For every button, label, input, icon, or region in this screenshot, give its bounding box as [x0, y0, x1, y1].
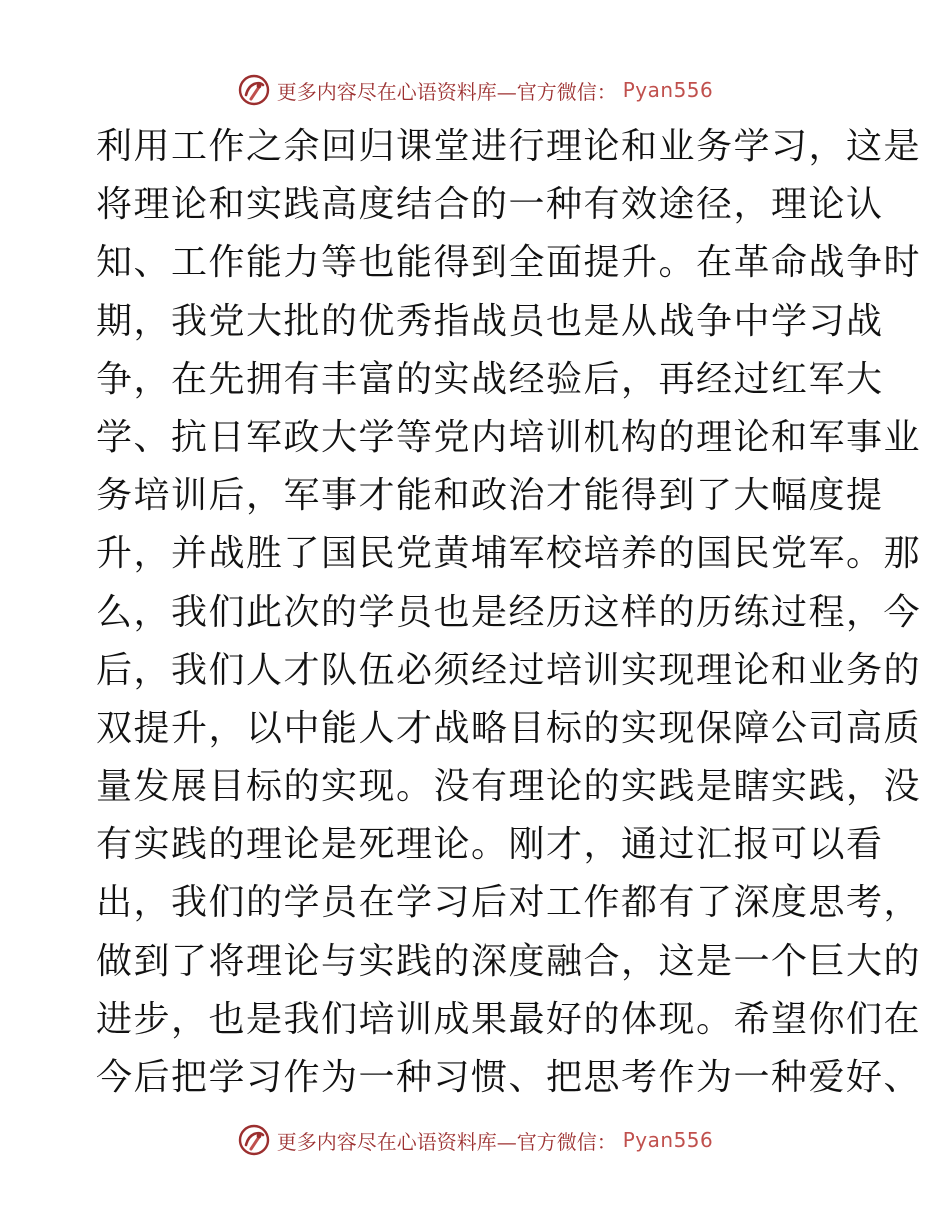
text-line: 进步，也是我们培训成果最好的体现。希望你们在	[96, 998, 922, 1040]
header-wechat-id: Pyan556	[622, 78, 714, 102]
text-line: 期，我党大批的优秀指战员也是从战争中学习战	[96, 300, 884, 342]
text-line: 今后把学习作为一种习惯、把思考作为一种爱好、	[96, 1057, 922, 1098]
text-line: 量发展目标的实现。没有理论的实践是瞎实践，没	[96, 766, 922, 808]
text-line: 做到了将理论与实践的深度融合，这是一个巨大的	[96, 940, 922, 982]
text-line: 学、抗日军政大学等党内培训机构的理论和军事业	[96, 416, 922, 458]
footer-watermark	[0, 1122, 950, 1158]
text-line: 利用工作之余回归课堂进行理论和业务学习，这是	[96, 126, 922, 167]
header-brand-text: 更多内容尽在心语资料库—官方微信：	[276, 79, 617, 104]
body-paragraph	[96, 118, 922, 1107]
text-line: 将理论和实践高度结合的一种有效途径，理论认	[96, 184, 884, 226]
text-line: 后，我们人才队伍必须经过培训实现理论和业务的	[96, 649, 922, 691]
text-line: 么，我们此次的学员也是经历这样的历练过程，今	[96, 591, 922, 633]
text-line: 务培训后，军事才能和政治才能得到了大幅度提	[96, 475, 884, 517]
text-line: 双提升，以中能人才战略目标的实现保障公司高质	[96, 707, 922, 749]
footer-brand-text: 更多内容尽在心语资料库—官方微信：	[276, 1129, 617, 1154]
brand-logo-icon	[237, 73, 271, 107]
brand-logo-icon	[237, 1123, 271, 1157]
footer-wechat-id: Pyan556	[622, 1128, 714, 1152]
header-watermark	[0, 72, 950, 108]
text-line: 升，并战胜了国民党黄埔军校培养的国民党军。那	[96, 533, 922, 575]
text-line: 有实践的理论是死理论。刚才，通过汇报可以看	[96, 824, 884, 866]
text-line: 出，我们的学员在学习后对工作都有了深度思考，	[96, 882, 922, 924]
text-line: 争，在先拥有丰富的实战经验后，再经过红军大	[96, 358, 884, 400]
text-line: 知、工作能力等也能得到全面提升。在革命战争时	[96, 242, 922, 284]
